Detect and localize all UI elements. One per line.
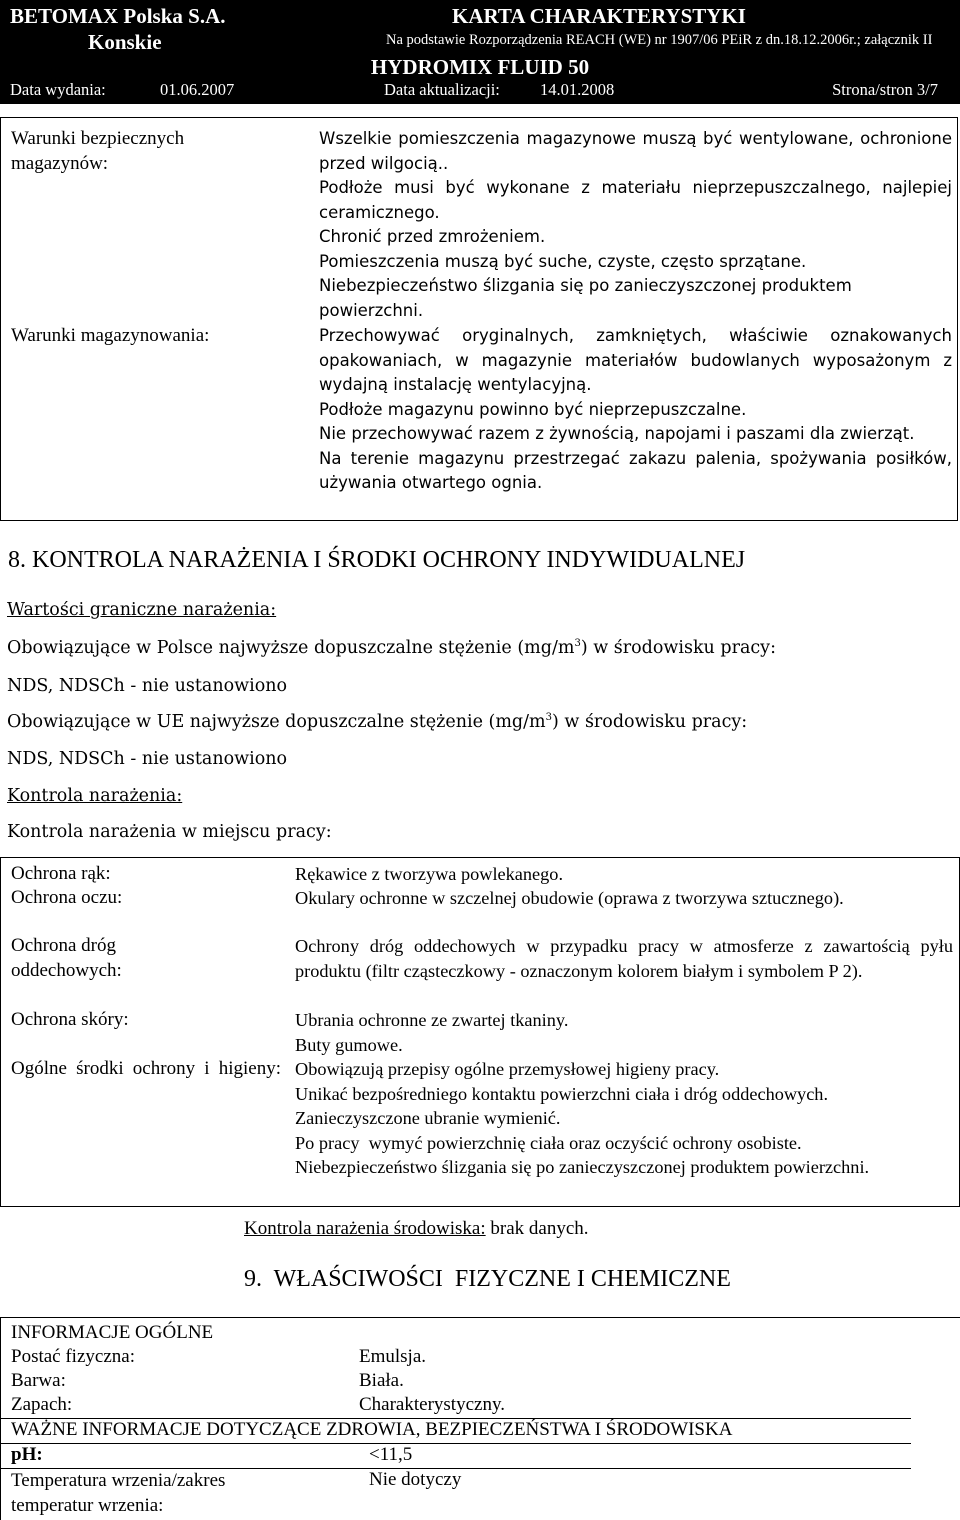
eu-limits-text: Obowiązujące w UE najwyższe dopuszczalne stężenie (mg/m — [7, 712, 546, 732]
storage-conditions-line: Nie przechowywać razem z żywnością, napojami i paszami dla zwierząt. — [319, 424, 915, 443]
general-info-heading: INFORMACJE OGÓLNE — [11, 1322, 214, 1343]
skin-protection-value — [295, 1008, 953, 1057]
product-name: HYDROMIX FLUID 50 — [370, 55, 590, 79]
safe-storage-line: Wszelkie pomieszczenia magazynowe muszą być wentylowane, ochronione przed wilgocią.. — [319, 129, 952, 173]
skin-protection-label: Ochrona skóry: — [11, 1009, 129, 1030]
eu-limits-line — [7, 712, 747, 732]
unit-superscript: 3 — [545, 712, 553, 724]
safe-storage-line: Chronić przed zmrożeniem. — [319, 227, 546, 246]
poland-limits-text-end: ) w środowisku pracy: — [580, 638, 776, 658]
storage-conditions-text — [319, 324, 952, 496]
environment-control-value: brak danych. — [490, 1218, 589, 1239]
protection-table — [0, 857, 960, 1207]
storage-conditions-line: Przechowywać oryginalnych, zamkniętych, właściwie oznakowanych opakowaniach, w magazynie materiałów budowlanych wyposażonym z wydajną instalację wentylacyjną. — [319, 326, 952, 394]
issue-date-label: Data wydania: — [10, 80, 106, 99]
eye-protection-label: Ochrona oczu: — [11, 887, 123, 908]
environment-control-label: Kontrola narażenia środowiska: — [244, 1218, 486, 1239]
eu-limits-text-end: ) w środowisku pracy: — [552, 712, 748, 732]
storage-table — [0, 117, 958, 521]
odor-value: Charakterystyczny. — [359, 1394, 505, 1415]
respiratory-protection-value: Ochrony dróg oddechowych w przypadku pracy w atmosferze z zawartością pyłu produktu (filtr cząsteczkowy - oznaczonym kolorem białym i symbolem P 2). — [295, 936, 953, 981]
ph-label: pH: — [11, 1444, 43, 1465]
eu-limits-value: NDS, NDSCh - nie ustanowiono — [7, 749, 288, 769]
workplace-control-heading: Kontrola narażenia w miejscu pracy: — [7, 822, 332, 842]
boiling-point-value: Nie dotyczy — [369, 1469, 462, 1490]
page-number: Strona/stron 3/7 — [832, 80, 938, 99]
environment-control — [244, 1218, 589, 1240]
color-label: Barwa: — [11, 1370, 66, 1391]
physical-form-value: Emulsja. — [359, 1346, 427, 1367]
exposure-limits-heading: Wartości graniczne narażenia: — [7, 600, 277, 620]
update-date: 14.01.2008 — [540, 80, 615, 99]
hygiene-value — [295, 1057, 953, 1180]
hand-protection-label: Ochrona rąk: — [11, 863, 111, 884]
safe-storage-text — [319, 127, 952, 323]
storage-conditions-label: Warunki magazynowania: — [11, 325, 210, 346]
odor-label: Zapach: — [11, 1394, 73, 1415]
hygiene-line: Po pracy wymyć powierzchnię ciała oraz oczyścić ochrony osobiste. — [295, 1132, 802, 1153]
hygiene-label-text: Ogólne środki ochrony i higieny: — [11, 1058, 281, 1079]
poland-limits-text: Obowiązujące w Polsce najwyższe dopuszczalne stężenie (mg/m — [7, 638, 575, 658]
safe-storage-line: Podłoże musi być wykonane z materiału nieprzepuszczalnego, najlepiej ceramicznego. — [319, 178, 952, 222]
section-9-title: 9. WŁAŚCIWOŚCI FIZYCZNE I CHEMICZNE — [244, 1266, 731, 1292]
section-8-title: 8. KONTROLA NARAŻENIA I ŚRODKI OCHRONY INDYWIDUALNEJ — [8, 547, 746, 573]
document-header — [0, 0, 960, 104]
skin-protection-line: Ubrania ochronne ze zwartej tkaniny. — [295, 1010, 569, 1030]
table-divider — [1, 1443, 911, 1444]
hygiene-line: Niebezpieczeństwo ślizgania się po zanieczyszczonej produktem powierzchni. — [295, 1157, 870, 1177]
hygiene-label — [11, 1057, 281, 1082]
safe-storage-line: Pomieszczenia muszą być suche, czyste, często sprzątane. — [319, 251, 807, 271]
hand-protection-value: Rękawice z tworzywa powlekanego. — [295, 864, 564, 884]
ph-value: <11,5 — [369, 1444, 413, 1465]
issue-date: 01.06.2007 — [160, 80, 235, 99]
update-date-label: Data aktualizacji: — [384, 80, 500, 99]
skin-protection-line: Buty gumowe. — [295, 1034, 403, 1055]
poland-limits-line — [7, 638, 776, 658]
company-name: BETOMAX Polska S.A. — [10, 4, 226, 28]
physical-form-label: Postać fizyczna: — [11, 1346, 135, 1367]
storage-conditions-line: Na terenie magazynu przestrzegać zakazu palenia, spożywania posiłków, używania otwartego ognia. — [319, 448, 952, 492]
properties-table — [0, 1317, 960, 1520]
storage-conditions-line: Podłoże magazynu powinno być nieprzepuszczalne. — [319, 399, 747, 419]
important-info-heading: WAŻNE INFORMACJE DOTYCZĄCE ZDROWIA, BEZPIECZEŃSTWA I ŚRODOWISKA — [11, 1419, 733, 1440]
regulation-note: Na podstawie Rozporządzenia REACH (WE) nr 1907/06 PEiR z dn.18.12.2006r.; załącznik II — [386, 32, 933, 48]
boiling-point-label: Temperatura wrzenia/zakres temperatur wrzenia: — [11, 1470, 226, 1516]
document-title: KARTA CHARAKTERYSTYKI — [452, 4, 746, 28]
poland-limits-value: NDS, NDSCh - nie ustanowiono — [7, 676, 288, 696]
safe-storage-label: Warunki bezpiecznych magazynów: — [11, 128, 185, 174]
hygiene-line: Unikać bezpośredniego kontaktu powierzchni ciała i dróg oddechowych. — [295, 1083, 829, 1104]
eye-protection-value: Okulary ochronne w szczelnej obudowie (oprawa z tworzywa sztucznego). — [295, 888, 844, 908]
safe-storage-line: Niebezpieczeństwo ślizgania się po zanieczyszczonej produktem powierzchni. — [319, 276, 852, 320]
exposure-control-heading: Kontrola narażenia: — [7, 786, 183, 806]
hygiene-line: Obowiązują przepisy ogólne przemysłowej higieny pracy. — [295, 1059, 720, 1079]
company-city: Konskie — [88, 30, 162, 54]
color-value: Biała. — [359, 1370, 404, 1391]
respiratory-protection-label: Ochrona dróg oddechowych: — [11, 935, 122, 981]
unit-superscript: 3 — [574, 638, 581, 650]
hygiene-line: Zanieczyszczone ubranie wymienić. — [295, 1108, 561, 1128]
